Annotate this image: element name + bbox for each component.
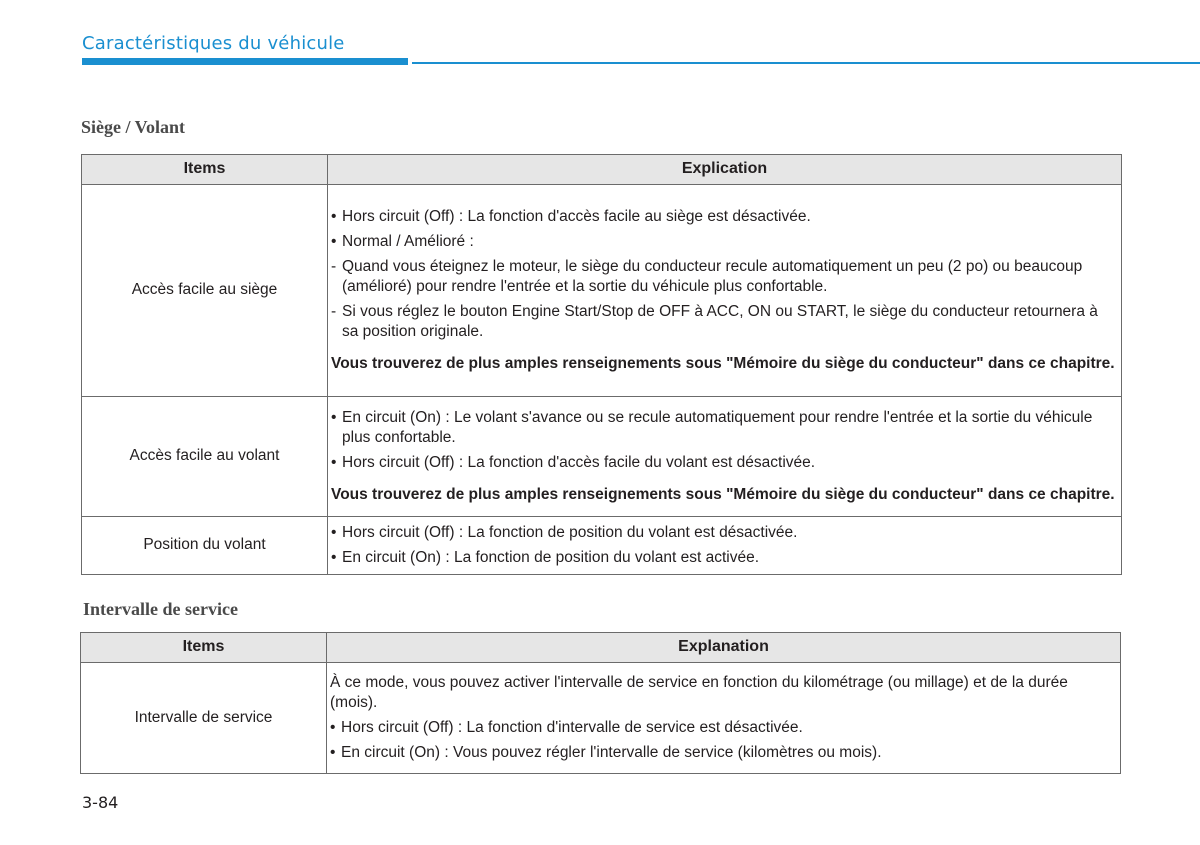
reference-note: Vous trouverez de plus amples renseignements sous "Mémoire du siège du conducteur" dans ce chapitre. (331, 355, 1115, 373)
dash-item: - Si vous réglez le bouton Engine Start/Stop de OFF à ACC, ON ou START, le siège du conducteur retournera à sa position originale. (331, 303, 1098, 341)
bullet-item: • Normal / Amélioré : (331, 232, 474, 250)
row-explanation (328, 517, 1122, 575)
col-header-items: Items (81, 633, 327, 663)
table-row (81, 663, 1121, 774)
chapter-header: Caractéristiques du véhicule (82, 33, 345, 54)
service-interval-table (80, 632, 1121, 774)
section-title-seat-wheel: Siège / Volant (81, 117, 186, 137)
intro-text: À ce mode, vous pouvez activer l'intervalle de service en fonction du kilométrage (ou millage) et de la durée (mois). (330, 673, 1068, 711)
table-row (82, 517, 1122, 575)
page-number: 3-84 (82, 793, 119, 812)
col-header-items: Items (82, 155, 328, 185)
table-header-row (81, 633, 1121, 663)
row-explanation (327, 663, 1121, 774)
seat-wheel-table (81, 154, 1122, 575)
section-title-service-interval: Intervalle de service (83, 599, 238, 619)
row-item-label: Accès facile au siège (82, 185, 328, 397)
bullet-item: • Hors circuit (Off) : La fonction d'accès facile du volant est désactivée. (331, 454, 816, 471)
bullet-item: • En circuit (On) : Le volant s'avance ou se recule automatiquement pour rendre l'entrée et la sortie du véhicule plus confortable. (331, 408, 1093, 446)
header-rule-thick (82, 58, 408, 65)
row-item-label: Intervalle de service (81, 663, 327, 774)
bullet-item: • Hors circuit (Off) : La fonction d'accès facile au siège est désactivée. (331, 207, 811, 225)
bullet-item: • Hors circuit (Off) : La fonction d'intervalle de service est désactivée. (330, 719, 803, 736)
bullet-item: • En circuit (On) : La fonction de position du volant est activée. (331, 549, 760, 566)
col-header-explanation: Explication (328, 155, 1122, 185)
reference-note: Vous trouverez de plus amples renseignements sous "Mémoire du siège du conducteur" dans ce chapitre. (331, 486, 1115, 504)
table-row (82, 185, 1122, 397)
bullet-item: • Hors circuit (Off) : La fonction de position du volant est désactivée. (331, 523, 798, 541)
header-rule-thin (412, 62, 1200, 64)
table-header-row (82, 155, 1122, 185)
row-item-label: Accès facile au volant (82, 397, 328, 517)
bullet-item: • En circuit (On) : Vous pouvez régler l'intervalle de service (kilomètres ou mois). (330, 744, 882, 762)
table-row (82, 397, 1122, 517)
row-item-label: Position du volant (82, 517, 328, 575)
row-explanation (328, 397, 1122, 517)
dash-item: - Quand vous éteignez le moteur, le siège du conducteur recule automatiquement un peu (2 po) ou beaucoup (amélioré) pour rendre l'entrée et la sortie du véhicule plus confortable. (331, 257, 1083, 295)
row-explanation (328, 185, 1122, 397)
col-header-explanation: Explanation (327, 633, 1121, 663)
